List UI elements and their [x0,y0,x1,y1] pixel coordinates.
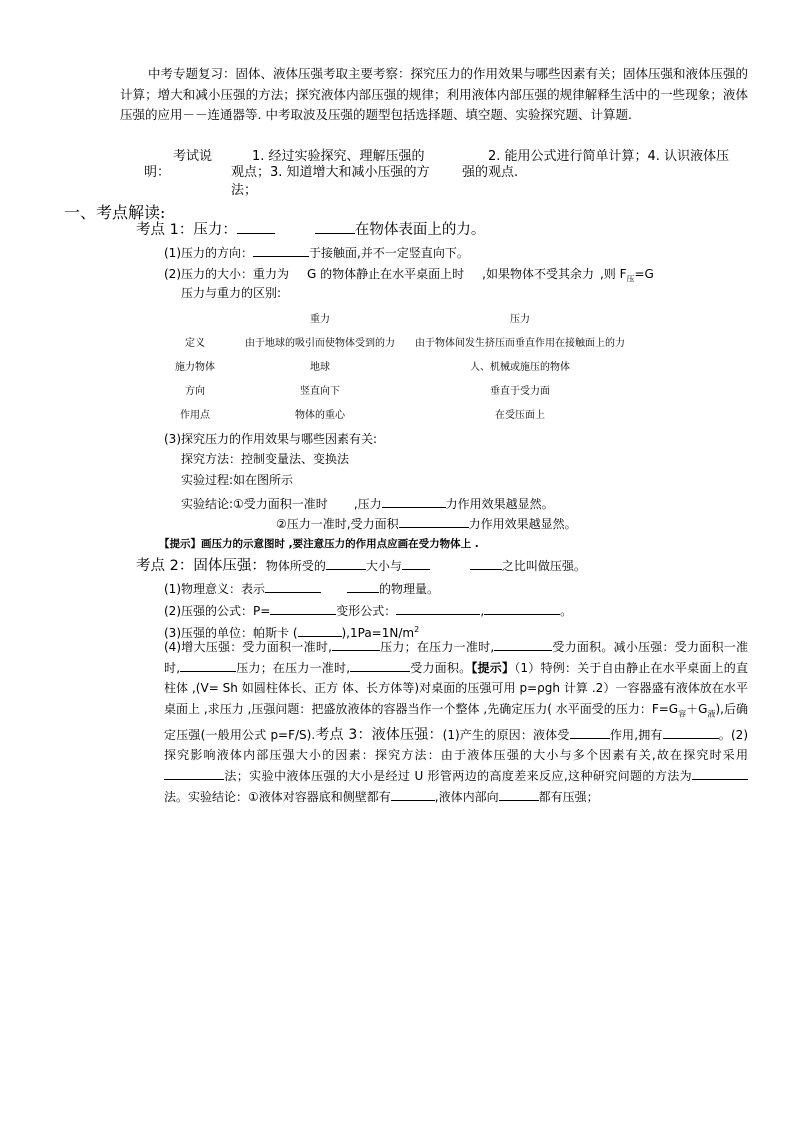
k2-m-a: (1)物理意义：表示 [164,582,265,596]
blank [470,557,502,570]
k1-size-b: G 的物体静止在水平桌面上时 [307,267,465,281]
table-row [150,377,640,401]
k1-title-line [136,221,485,239]
table-cell: 地球 [310,361,330,373]
table-cell: 定义 [185,337,205,349]
comparison-table [150,305,640,425]
k1-direction [164,244,469,261]
blank [663,726,719,739]
blank [399,515,469,528]
k2-u-sup: 2 [414,625,420,634]
long-paragraph [164,637,748,807]
k2-f-d: 。 [560,604,573,618]
table-cell: 施力物体 [175,361,215,373]
blank [180,659,236,672]
table-row [150,401,640,425]
k2-title-line [136,557,586,575]
exam-col1-a: 1. 经过实验探究、理解压强的 [252,149,425,164]
blank [692,767,748,780]
section-heading: 一、考点解读: [64,203,166,222]
c1b: ,压力 [353,497,382,511]
blank [499,788,539,801]
p-s16: ,液体内部向 [434,789,499,804]
k2-t-a: 物体所受的 [265,559,326,573]
blank [402,557,430,570]
k1-size [164,267,654,286]
k1-title: 考点 1：压力： [136,222,237,238]
k2-meaning [164,580,439,597]
blank [350,659,410,672]
blank [270,602,336,615]
table-cell: 在受压面上 [495,409,545,421]
table-cell: 由于地球的吸引而使物体受到的力 [245,337,395,349]
blank [570,726,610,739]
k2-formula [164,602,572,619]
blank [494,638,552,651]
blank [164,767,224,780]
p-s8-sub: 液 [707,709,716,719]
p-s1: (4)增大压强：受力面积一准时, [164,640,332,654]
p-s17: 都有压强； [538,789,599,804]
blank [382,495,446,508]
k2-u-a: (3)压强的单位：帕斯卡 ( [164,626,298,640]
k2-t-b: 大小与 [365,559,402,573]
blank [237,221,275,234]
p-s5: 受力面积。 [410,660,472,675]
k1-dir-label: (1)压力的方向： [164,246,253,260]
k2-t-c: 之比叫做压强。 [501,559,586,573]
blank [265,580,321,593]
k2-f-a: (2)压强的公式：P= [164,604,271,618]
explore-conclusion-2 [276,515,577,532]
table-cell: 竖直向下 [300,385,340,397]
blank [347,580,379,593]
table-cell: 垂直于受力面 [490,385,550,397]
c2a: ②压力一准时,受力面积 [276,517,399,531]
explore-title: (3)探究压力的作用效果与哪些因素有关: [164,432,378,446]
blank [332,638,380,651]
table-cell: 人、机械或施压的物体 [470,361,570,373]
exam-col2-a: 2. 能用公式进行简单计算；4. 认识液体压 [488,149,730,164]
exam-col1-b: 观点；3. 知道增大和减小压强的方 [231,165,430,180]
exam-col1-c: 法； [231,183,258,198]
blank [396,602,480,615]
p-k3-title: 考点 3：液体压强： [315,726,443,743]
k2-f-c: , [480,604,485,618]
blank [253,244,309,257]
k1-dir-text: 于接触面,并不一定竖直向下。 [309,246,469,260]
explore-conclusion-1 [181,495,554,512]
explore-method: 探究方法：控制变量法、变换法 [181,452,350,466]
k1-title-end: 在物体表面上的力。 [354,222,486,238]
table-header [150,305,240,329]
p-s9: ),后确定压强(一般用公式 p=F/S). [164,701,749,742]
k2-title: 考点 2：固体压强： [136,558,266,574]
table-header: 压力 [510,313,530,325]
k2-u-b: ),1Pa=1N/m [341,626,415,640]
blank [391,788,435,801]
blank [298,624,342,637]
table-cell: 作用点 [180,409,210,421]
intro-paragraph: 中考专题复习：固体、液体压强考取主要考察：探究压力的作用效果与哪些因素有关；固体压强和液体压强的计算；增大和减小压强的方法；探究液体内部压强的规律；利用液体内部压强的规律解释生活中的一些现象；液体压强的应用－－连通器等. 中考取波及压强的题型包括选择题、填空题、实验探究题、计算题. [120,66,749,122]
exam-label-b: 明： [144,165,171,180]
p-s2: 压力；在压力一准时, [379,640,495,654]
c1a: 实验结论:①受力面积一准时 [181,497,328,511]
k1-size-a: (2)压力的大小：重力为 [164,267,289,281]
k2-m-b: 的物理量。 [379,582,440,596]
exam-label-a: 考试说 [173,149,213,164]
blank [326,557,366,570]
table-cell: 物体的重心 [295,409,345,421]
k1-size-sub: 压 [626,274,635,284]
blank [315,221,355,234]
k1-size-e: =G [634,267,654,281]
p-s4: 压力；在压力一准时, [236,660,351,675]
p-s11: (1)产生的原因：液体受 [442,727,570,742]
p-s7: （1）特例：关于自由静止在水平桌面上的直柱体 ,(V= Sh 如圆柱体长、正方 体、长方体等)对桌面的压强可用 p=ρgh 计算 .2）一容器盛有液体放在水平桌面上 ,求压力 ,压强问题：把盛放液体的容器当作一个整体 ,先确定压力( 水平面受的压力：F=G [164,660,748,716]
p-s7-sub: 容 [678,709,687,719]
k1-size-c: ,如果物体不受其余力 [482,267,594,281]
c2b: 力作用效果越显然。 [468,517,577,531]
p-tip: 【提示】 [471,660,515,675]
k1-size-d: ,则 F [599,267,627,281]
p-s8: ＋G [686,701,708,716]
exam-col2-b: 强的观点. [462,165,519,180]
p-s15: 法。实验结论：①液体对容器底和侧壁都有 [164,789,391,804]
p-s13: 。(2)探究影响液体内部压强大小的因素：探究方法：由于液体压强的大小与多个因素有关,故在探究时采用 [164,727,748,763]
blank [484,602,560,615]
table-row [150,329,640,353]
table-cell: 由于物体间发生挤压而垂直作用在接触面上的力 [415,337,625,349]
p-s12: 作用,拥有 [609,727,663,742]
table-row [150,353,640,377]
k1-diff: 压力与重力的区别: [181,286,282,300]
p-s3: 受力面积。减小压强：受力面积一准时, [164,640,748,675]
k2-f-b: 变形公式： [336,604,397,618]
c1c: 力作用效果越显然。 [445,497,554,511]
table-header-row [150,305,640,329]
table-header: 重力 [310,313,330,325]
table-cell: 方向 [185,385,205,397]
explore-tip: 【提示】画压力的示意图时 ,要注意压力的作用点应画在受力物体上 . [159,538,479,550]
explore-process: 实验过程:如在图所示 [181,473,294,487]
p-s14: 法；实验中液体压强的大小是经过 U 形管两边的高度差来反应,这种研究问题的方法为 [224,768,692,783]
